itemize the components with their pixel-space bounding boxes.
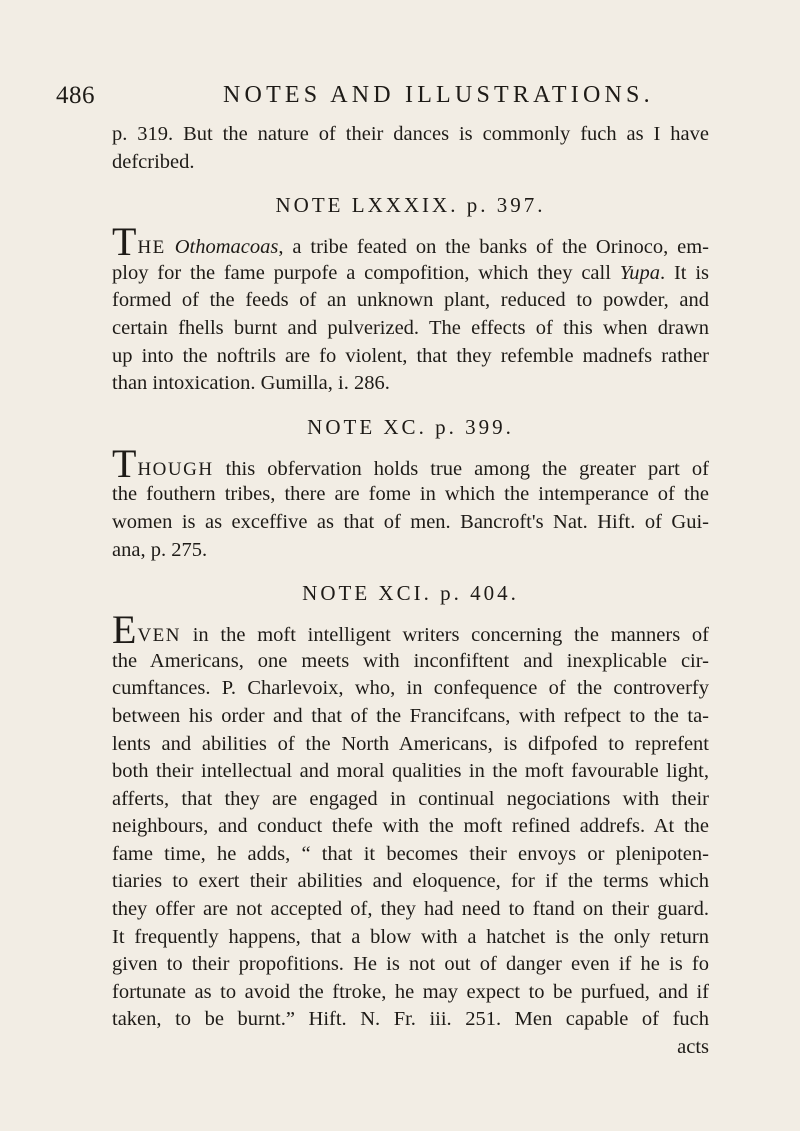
text-line: certain fhells burnt and pulverized. The effects of this when drawn — [112, 316, 709, 339]
text-line: cumftances. P. Charlevoix, who, in confequence of the controverfy — [112, 677, 709, 700]
page-number: 486 — [56, 82, 95, 109]
drop-cap: T — [112, 219, 137, 265]
italic-term: Othomacoas — [174, 236, 279, 259]
text-line: up into the noftrils are fo violent, that they refemble madnefs rather — [112, 344, 709, 367]
italic-term: Yupa — [619, 261, 661, 284]
text-line: ana, p. 275. — [112, 538, 208, 561]
text-line: fortunate as to avoid the ftroke, he may expect to be purfued, and if — [112, 980, 709, 1003]
small-caps: HOUGH — [137, 458, 214, 480]
note-heading: NOTE XC. p. 399. — [307, 414, 514, 439]
text-line: ploy for the fame purpofe a compofition, which they call Yupa. It is — [112, 261, 709, 284]
body-text — [112, 121, 709, 1062]
drop-cap: T — [112, 440, 137, 486]
text-line: neighbours, and conduct thefe with the moft refined addrefs. At the — [112, 815, 709, 838]
text-line: fame time, he adds, “ that it becomes their envoys or plenipoten- — [112, 842, 709, 865]
text-line: than intoxication. Gumilla, i. 286. — [112, 372, 390, 395]
text-line: the fouthern tribes, there are fome in which the intemperance of the — [112, 483, 709, 506]
note-first-line: THE Othomacoas, a tribe feated on the banks of the Orinoco, em- — [112, 219, 709, 265]
text-line: given to their propofitions. He is not out of danger even if he is fo — [112, 953, 709, 976]
catchword: acts — [677, 1036, 709, 1059]
text-line: defcribed. — [112, 150, 195, 173]
text-line: women is as exceffive as that of men. Bancroft's Nat. Hift. of Gui- — [112, 510, 709, 533]
text-line: afferts, that they are engaged in continual negociations with their — [112, 787, 709, 810]
small-caps: VEN — [137, 625, 181, 647]
text-line: p. 319. But the nature of their dances is commonly fuch as I have — [112, 123, 709, 145]
text-line: lents and abilities of the North Americans, is difpofed to reprefent — [112, 732, 709, 755]
text-line: they offer are not accepted of, they had need to ftand on their guard. — [112, 898, 709, 921]
running-title: NOTES AND ILLUSTRATIONS. — [223, 82, 654, 108]
text-line: the Americans, one meets with inconfiftent and inexplicable cir- — [112, 649, 709, 672]
text-line: formed of the feeds of an unknown plant, reduced to powder, and — [112, 289, 709, 312]
text-line: both their intellectual and moral qualities in the moft favourable light, — [112, 760, 709, 783]
text-line: It frequently happens, that a blow with a hatchet is the only return — [112, 925, 709, 948]
note-heading: NOTE XCI. p. 404. — [302, 581, 519, 606]
note-heading: NOTE LXXXIX. p. 397. — [275, 193, 546, 218]
text-line: between his order and that of the Francifcans, with refpect to the ta- — [112, 704, 709, 727]
text-line: taken, to be burnt.” Hift. N. Fr. iii. 251. Men capable of fuch — [112, 1008, 709, 1031]
note-first-line: EVEN in the moft intelligent writers concerning the manners of — [112, 607, 709, 653]
text-line: tiaries to exert their abilities and eloquence, for if the terms which — [112, 870, 709, 893]
drop-cap: E — [112, 607, 137, 653]
page-header — [56, 82, 730, 122]
small-caps: HE — [137, 237, 166, 259]
note-first-line: THOUGH this obfervation holds true among the greater part of — [112, 440, 709, 486]
